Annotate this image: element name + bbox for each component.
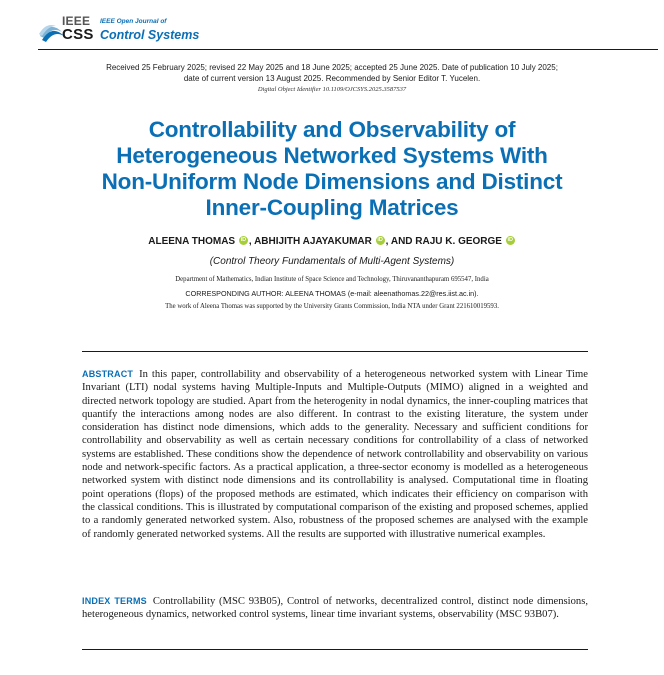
- index-terms-label: INDEX TERMS: [82, 596, 147, 606]
- author-list: [20, 236, 644, 247]
- author-2: , ABHIJITH AJAYAKUMAR: [248, 236, 372, 247]
- affiliation: Department of Mathematics, Indian Institute of Space Science and Technology, Thiruvananthapuram 695547, India: [175, 276, 489, 283]
- logo-css-text: CSS: [62, 26, 94, 43]
- corresponding-author: CORRESPONDING AUTHOR: ALEENA THOMAS (e-mail: aleenathomas.22@res.iist.ac.in).: [185, 289, 479, 298]
- journal-header: [38, 14, 658, 48]
- author-1: ALEENA THOMAS: [148, 236, 236, 247]
- journal-name: Control Systems: [100, 28, 200, 42]
- abstract-top-divider: [82, 351, 588, 352]
- abstract-bottom-divider: [82, 649, 588, 650]
- title-line: Non-Uniform Node Dimensions and Distinct: [101, 169, 563, 194]
- index-terms: [82, 595, 588, 622]
- orcid-icon[interactable]: iD: [240, 237, 247, 243]
- journal-name-small: IEEE Open Journal of: [100, 18, 167, 25]
- abstract: [82, 368, 588, 541]
- special-section-subtitle: (Control Theory Fundamentals of Multi-Agent Systems): [209, 256, 455, 267]
- abstract-text: In this paper, controllability and observability of a heterogeneous networked system with Linear Time Invariant (LTI) nodal systems having Multiple-Inputs and Multiple-Outputs (MIMO) aligned in a weighted and directed network topology are studied. Apart from the heterogenity in nodal dynamics, the inner-coupling matrices that quantify the interactions among nodes are also different. In contrast to the existing literature, the system under consideration has distinct node dimensions, which adds to the generality. Necessary and sufficient conditions for controllability and observability as well as certain necessary conditions for controllability of a class of networked systems are established. These conditions show the dependence of network controllability and observability on various node and network-specific factors. As a practical application, a three-sector economy is modelled as a heterogeneous networked system with distinct node dimensions and its controllability is analysed. Computational time in floating point operations (flops) of the proposed methods are estimated, which indicates their efficiency on comparison with the classical conditions. This is illustrated by computational comparison of the existing and proposed schemes, applied to a randomly generated networked system. Also, robustness of the proposed schemes are analysed with the example of randomly generated networked systems. All the results are supported with illustrative numerical examples.: [82, 369, 588, 540]
- received-line-1: Received 25 February 2025; revised 22 May 2025 and 18 June 2025; accepted 25 June 2025. Date of publication 10 July 2025;: [106, 63, 558, 72]
- funding-note: The work of Aleena Thomas was supported by the University Grants Commission, India NTA under Grant 221610019593.: [165, 303, 499, 310]
- title-line: Heterogeneous Networked Systems With: [116, 143, 548, 168]
- received-line-2: date of current version 13 August 2025. Recommended by Senior Editor T. Yucelen.: [183, 74, 481, 83]
- title-line: Controllability and Observability of: [148, 117, 516, 142]
- logo-ieee-text: IEEE: [62, 14, 91, 28]
- author-3: , AND RAJU K. GEORGE: [385, 236, 502, 247]
- orcid-icon[interactable]: iD: [507, 237, 513, 243]
- header-divider: [38, 49, 658, 50]
- index-terms-text: Controllability (MSC 93B05), Control of networks, decentralized control, distinct node dimensions, heterogeneous dynamics, networked control systems, linear time invariant systems, observability (MSC 93B07).: [82, 596, 588, 621]
- title-line: Inner-Coupling Matrices: [205, 195, 459, 220]
- doi-line: Digital Object Identifier 10.1109/OJCSYS.2025.3587537: [257, 86, 407, 93]
- orcid-icon[interactable]: iD: [377, 237, 383, 243]
- received-dates: [50, 62, 614, 84]
- paper-title: [20, 117, 644, 221]
- abstract-label: ABSTRACT: [82, 369, 134, 379]
